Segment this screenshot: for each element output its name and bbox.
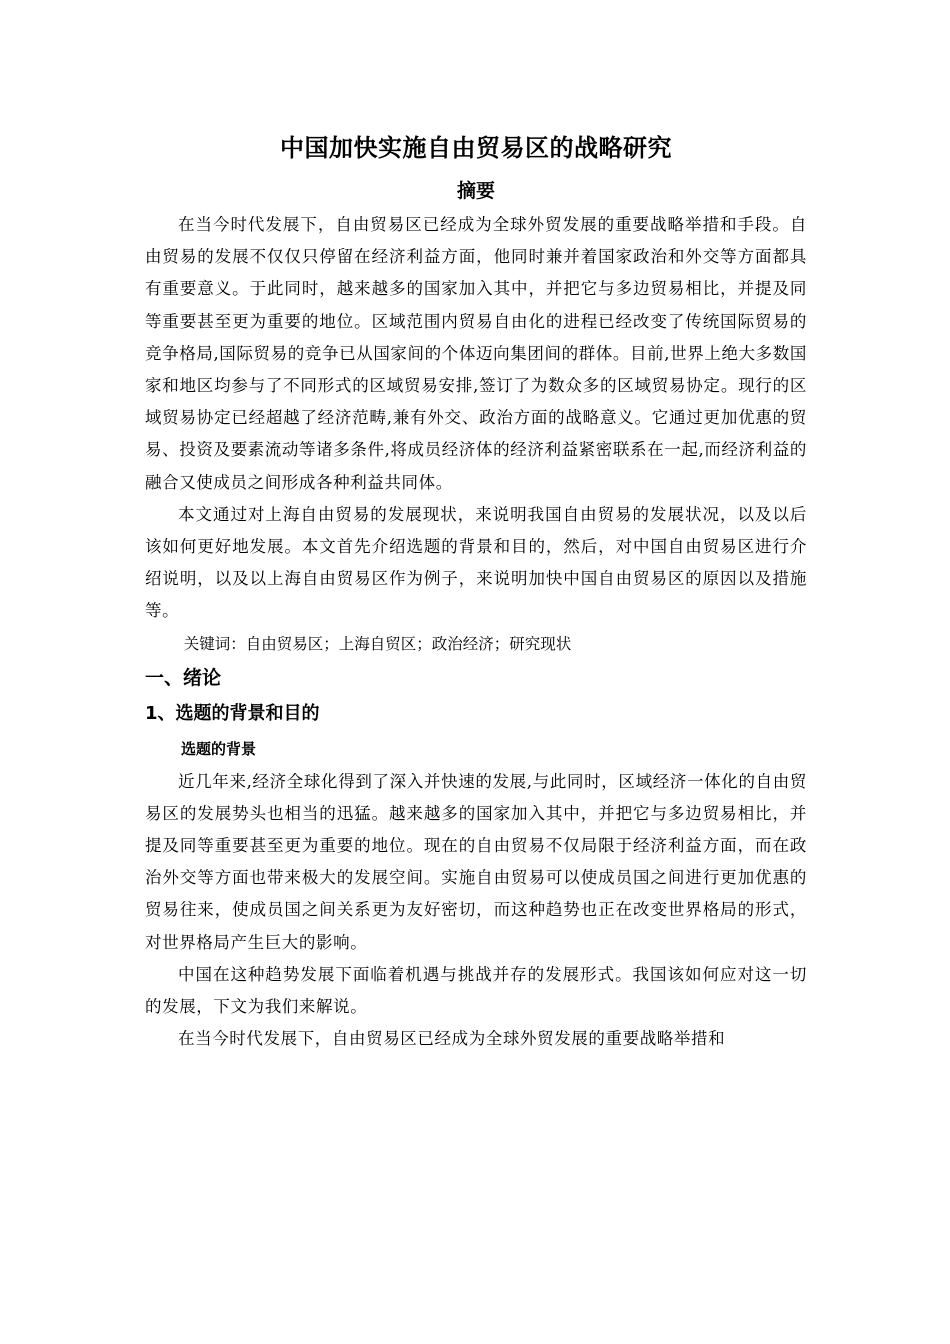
body-paragraph: 近几年来,经济全球化得到了深入并快速的发展,与此同时，区域经济一体化的自由贸易区的发展势头也相当的迅猛。越来越多的国家加入其中，并把它与多边贸易相比，并提及同等重要甚至更为重要的地位。现在的自由贸易不仅局限于经济利益方面，而在政治外交等方面也带来极大的发展空间。实施自由贸易可以使成员国之间进行更加优惠的贸易往来，使成员国之间关系更为友好密切，而这种趋势也正在改变世界格局的形式，对世界格局产生巨大的影响。 [145,771,807,952]
keywords-line: 关键词：自由贸易区；上海自贸区；政治经济；研究现状 [183,634,572,653]
section-heading-introduction: 一、绪论 [145,666,222,689]
body-paragraph: 在当今时代发展下，自由贸易区已经成为全球外贸发展的重要战略举措和 [178,1029,726,1049]
body-paragraph: 中国在这种趋势发展下面临着机遇与挑战并存的发展形式。我国该如何应对这一切的发展，下文为我们来解说。 [145,964,807,1017]
subsection-heading-background-purpose: 1、选题的背景和目的 [145,702,320,724]
subsubsection-heading-background: 选题的背景 [181,739,257,758]
document-page [145,128,807,1055]
document-title: 中国加快实施自由贸易区的战略研究 [280,134,672,162]
abstract-paragraph: 本文通过对上海自由贸易的发展现状，来说明我国自由贸易的发展状况，以及以后该如何更好地发展。本文首先介绍选题的背景和目的，然后，对中国自由贸易区进行介绍说明，以及以上海自由贸易区作为例子，来说明加快中国自由贸易区的原因以及措施等。 [145,504,807,621]
abstract-heading: 摘要 [456,180,495,202]
abstract-paragraph: 在当今时代发展下，自由贸易区已经成为全球外贸发展的重要战略举措和手段。自由贸易的发展不仅仅只停留在经济利益方面，他同时兼并着国家政治和外交等方面都具有重要意义。于此同时，越来越多的国家加入其中，并把它与多边贸易相比，并提及同等重要甚至更为重要的地位。区域范围内贸易自由化的进程已经改变了传统国际贸易的竞争格局,国际贸易的竞争已从国家间的个体迈向集团间的群体。目前,世界上绝大多数国家和地区均参与了不同形式的区域贸易安排,签订了为数众多的区域贸易协定。现行的区域贸易协定已经超越了经济范畴,兼有外交、政治方面的战略意义。它通过更加优惠的贸易、投资及要素流动等诸多条件,将成员经济体的经济利益紧密联系在一起,而经济利益的融合又使成员之间形成各种利益共同体。 [145,215,807,492]
